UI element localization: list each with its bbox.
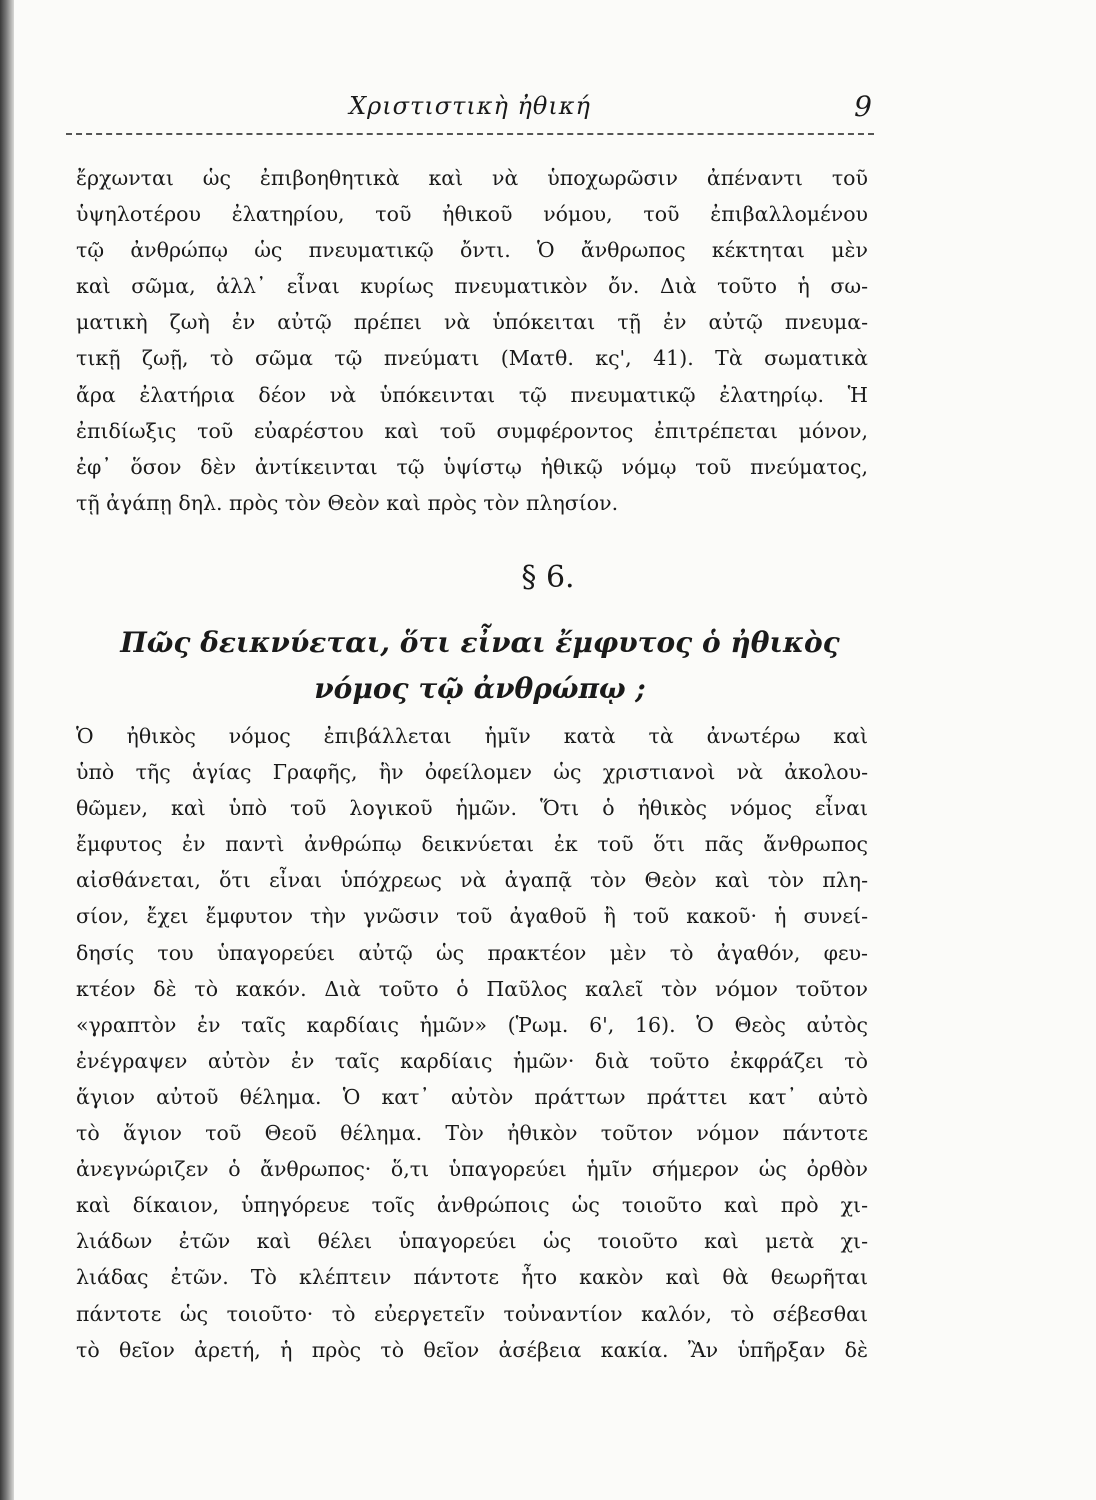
running-title: Χριστιστικὴ ἠθική	[349, 92, 591, 120]
text-line: ὑπὸ τῆς ἁγίας Γραφῆς, ἣν ὀφείλομεν ὡς χριστιανοὶ νὰ ἀκολου-	[76, 760, 868, 785]
text-line: τικῇ ζωῇ, τὸ σῶμα τῷ πνεύματι (Ματθ. κς', 41). Τὰ σωματικὰ	[76, 346, 868, 371]
heading-line: νόμος τῷ ἀνθρώπῳ ;	[314, 672, 646, 705]
text-line: «γραπτὸν ἐν ταῖς καρδίαις ἡμῶν» (Ῥωμ. 6', 16). Ὁ Θεὸς αὐτὸς	[76, 1012, 868, 1037]
text-line: καὶ σῶμα, ἀλλ᾽ εἶναι κυρίως πνευματικὸν ὄν. Διὰ τοῦτο ἡ σω-	[76, 274, 868, 299]
scan-binding-edge	[0, 0, 14, 1500]
text-line: ἐπιδίωξις τοῦ εὐαρέστου καὶ τοῦ συμφέροντος ἐπιτρέπεται μόνον,	[76, 418, 868, 443]
text-line: ἐνέγραψεν αὐτὸν ἐν ταῖς καρδίαις ἡμῶν· διὰ τοῦτο ἐκφράζει τὸ	[76, 1048, 868, 1073]
paragraph-2	[76, 718, 868, 1368]
section-heading	[100, 620, 860, 712]
text-line: ἔρχωνται ὡς ἐπιβοηθητικὰ καὶ νὰ ὑποχωρῶσιν ἀπέναντι τοῦ	[76, 166, 868, 190]
paragraph-1	[76, 160, 868, 521]
text-line: σίον, ἔχει ἔμφυτον τὴν γνῶσιν τοῦ ἀγαθοῦ ἢ τοῦ κακοῦ· ἡ συνεί-	[76, 904, 868, 929]
text-line: ἀνεγνώριζεν ὁ ἄνθρωπος· ὅ,τι ὑπαγορεύει ἡμῖν σήμερον ὡς ὀρθὸν	[76, 1157, 868, 1182]
text-line: ἅγιον αὐτοῦ θέλημα. Ὁ κατ᾽ αὐτὸν πράττων πράττει κατ᾽ αὐτὸ	[76, 1084, 868, 1109]
page-header	[66, 92, 874, 132]
text-line: πάντοτε ὡς τοιοῦτο· τὸ εὐεργετεῖν τοὐναντίον καλόν, τὸ σέβεσθαι	[76, 1301, 868, 1326]
header-rule	[66, 133, 874, 135]
text-line: τῇ ἀγάπῃ δηλ. πρὸς τὸν Θεὸν καὶ πρὸς τὸν πλησίον.	[76, 490, 619, 515]
text-line: ἔμφυτος ἐν παντὶ ἀνθρώπῳ δεικνύεται ἐκ τοῦ ὅτι πᾶς ἄνθρωπος	[76, 832, 868, 857]
text-line: τὸ θεῖον ἀρετή, ἡ πρὸς τὸ θεῖον ἀσέβεια κακία. Ἂν ὑπῆρξαν δὲ	[76, 1337, 868, 1362]
text-line: τῷ ἀνθρώπῳ ὡς πνευματικῷ ὄντι. Ὁ ἄνθρωπος κέκτηται μὲν	[76, 238, 868, 263]
text-line: ὑψηλοτέρου ἐλατηρίου, τοῦ ἠθικοῦ νόμου, τοῦ ἐπιβαλλομένου	[76, 202, 868, 227]
text-line: ματικὴ ζωὴ ἐν αὐτῷ πρέπει νὰ ὑπόκειται τῇ ἐν αὐτῷ πνευμα-	[76, 310, 868, 335]
text-line: δησίς του ὑπαγορεύει αὐτῷ ὡς πρακτέον μὲν τὸ ἀγαθόν, φευ-	[76, 940, 868, 965]
text-line: θῶμεν, καὶ ὑπὸ τοῦ λογικοῦ ἡμῶν. Ὅτι ὁ ἠθικὸς νόμος εἶναι	[76, 796, 868, 821]
text-line: καὶ δίκαιον, ὑπηγόρευε τοῖς ἀνθρώποις ὡς τοιοῦτο καὶ πρὸ χι-	[76, 1193, 868, 1218]
heading-line: Πῶς δεικνύεται, ὅτι εἶναι ἔμφυτος ὁ ἠθικὸς	[120, 626, 840, 659]
text-line: αἰσθάνεται, ὅτι εἶναι ὑπόχρεως νὰ ἀγαπᾷ τὸν Θεὸν καὶ τὸν πλη-	[76, 868, 868, 893]
text-line: Ὁ ἠθικὸς νόμος ἐπιβάλλεται ἡμῖν κατὰ τὰ ἀνωτέρω καὶ	[76, 724, 868, 748]
text-line: λιάδων ἐτῶν καὶ θέλει ὑπαγορεύει ὡς τοιοῦτο καὶ μετὰ χι-	[76, 1229, 868, 1254]
section-mark: § 6.	[521, 560, 575, 595]
text-line: τὸ ἅγιον τοῦ Θεοῦ θέλημα. Τὸν ἠθικὸν τοῦτον νόμον πάντοτε	[76, 1121, 868, 1146]
text-line: λιάδας ἐτῶν. Τὸ κλέπτειν πάντοτε ἦτο κακὸν καὶ θὰ θεωρῆται	[76, 1265, 868, 1290]
page-number: 9	[854, 90, 872, 123]
text-line: κτέον δὲ τὸ κακόν. Διὰ τοῦτο ὁ Παῦλος καλεῖ τὸν νόμον τοῦτον	[76, 976, 868, 1001]
text-line: ἄρα ἐλατήρια δέον νὰ ὑπόκεινται τῷ πνευματικῷ ἐλατηρίῳ. Ἡ	[76, 382, 868, 407]
text-line: ἐφ᾽ ὅσον δὲν ἀντίκεινται τῷ ὑψίστῳ ἠθικῷ νόμῳ τοῦ πνεύματος,	[76, 454, 868, 479]
